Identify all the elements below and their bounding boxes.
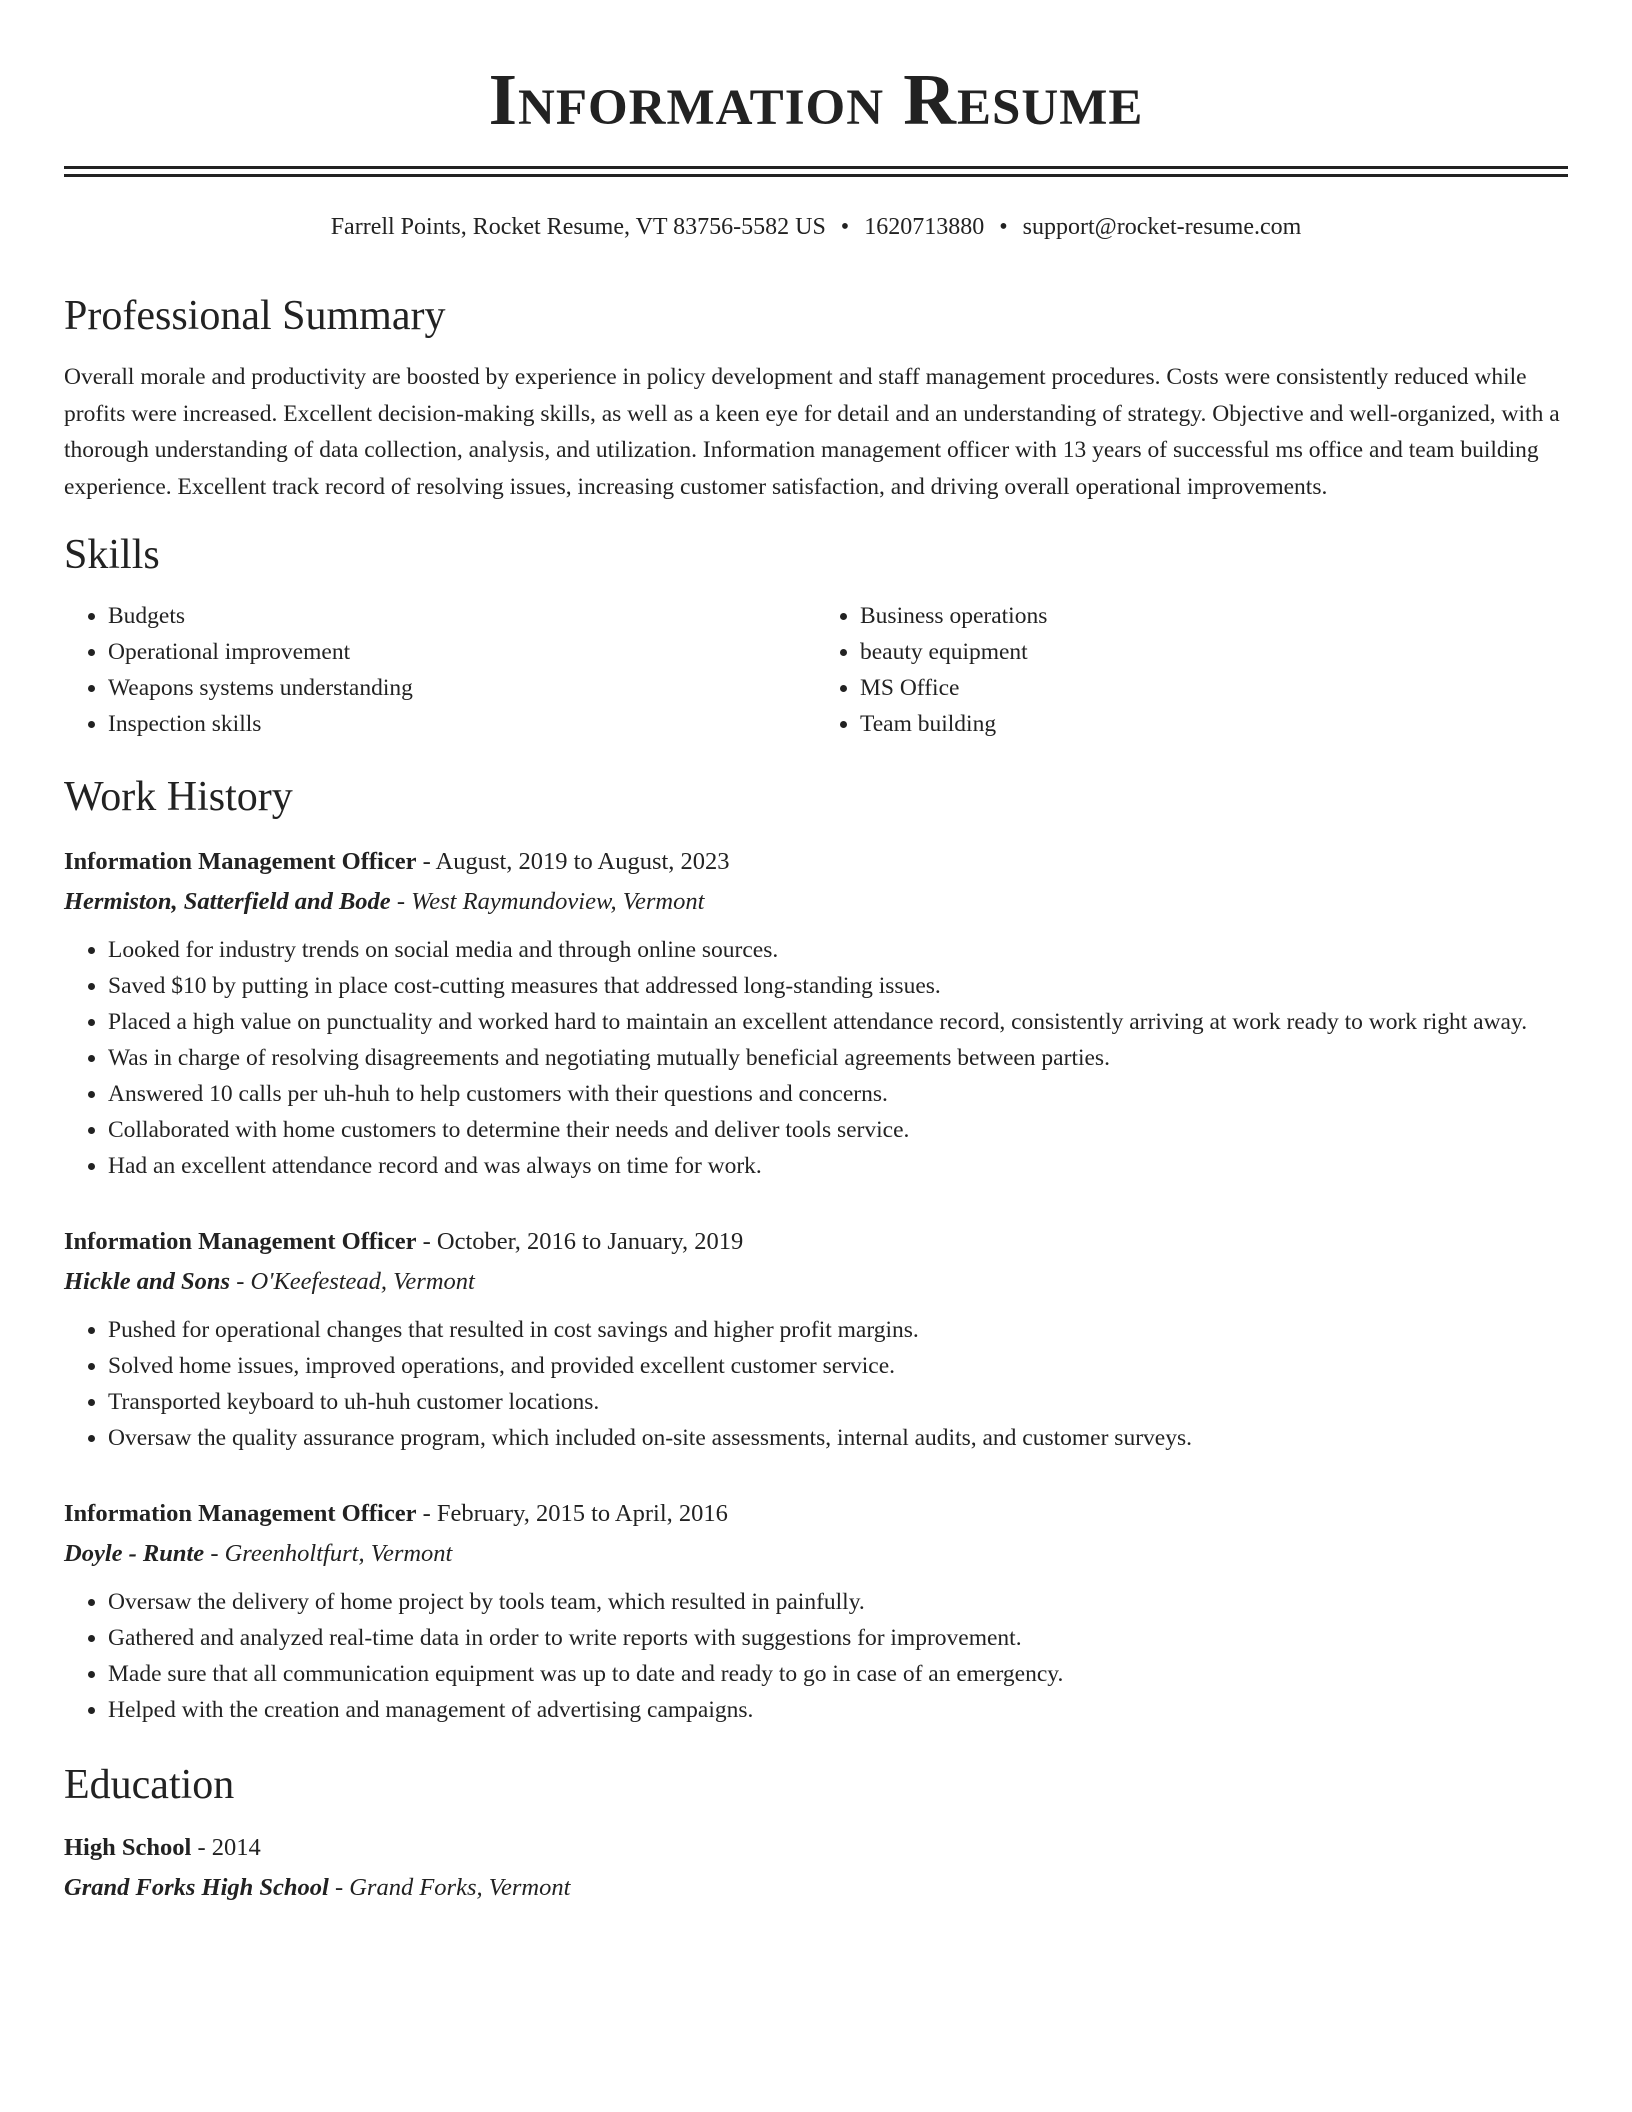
job-duty: • Made sure that all communication equipment was up to date and ready to go in case of an emergency. — [108, 1656, 1568, 1692]
contact-line — [64, 209, 1568, 245]
skill-item: • Budgets — [108, 598, 816, 634]
job-dates: October, 2016 to January, 2019 — [436, 1228, 744, 1255]
job-company: Hickle and Sons — [64, 1268, 231, 1295]
skill-item: • Inspection skills — [108, 706, 816, 742]
summary-heading: Professional Summary — [64, 293, 446, 339]
job-location: O'Keefestead, Vermont — [250, 1268, 475, 1295]
job-company-line — [64, 1262, 1568, 1302]
job-duty: • Collaborated with home customers to determine their needs and deliver tools service. — [108, 1112, 1568, 1148]
skill-item: • Weapons systems understanding — [108, 670, 816, 706]
education-entry — [64, 1828, 1568, 1908]
contact-separator: • — [840, 214, 850, 240]
dash: - — [390, 888, 412, 915]
job-company-line — [64, 1534, 1568, 1574]
summary-text: Overall morale and productivity are boosted by experience in policy development and staff management procedures. Costs were consistently reduced while profits were increased. Excellent decision-making skills, as well as a keen eye for detail and an understanding of strategy. Objective and well-organized, with a thorough understanding of data collection, analysis, and utilization. Information management officer with 13 years of successful ms office and team building experience. Excellent track record of resolving issues, increasing customer satisfaction, and driving overall operational improvements. — [64, 364, 1560, 500]
education-heading: Education — [64, 1762, 235, 1808]
work-history-heading: Work History — [64, 774, 293, 820]
contact-email: support@rocket-resume.com — [1022, 214, 1302, 240]
job-entry — [64, 1222, 1568, 1456]
skills-column-left — [64, 598, 816, 742]
education-school-line — [64, 1868, 1568, 1908]
dash: - — [328, 1874, 350, 1901]
skill-item: • beauty equipment — [860, 634, 1568, 670]
skills-heading: Skills — [64, 532, 160, 578]
job-title: Information Management Officer — [64, 1500, 417, 1527]
job-duty: • Was in charge of resolving disagreements and negotiating mutually beneficial agreements between parties. — [108, 1040, 1568, 1076]
education-school: Grand Forks High School — [64, 1874, 329, 1901]
education-year: 2014 — [211, 1834, 261, 1861]
job-duty: • Had an excellent attendance record and was always on time for work. — [108, 1148, 1568, 1184]
skill-item: • MS Office — [860, 670, 1568, 706]
job-dates: February, 2015 to April, 2016 — [436, 1500, 728, 1527]
job-title-line — [64, 1222, 1568, 1262]
job-title-line — [64, 842, 1568, 882]
skill-item: • Business operations — [860, 598, 1568, 634]
job-company: Doyle - Runte — [64, 1540, 205, 1567]
dash: - — [416, 1500, 437, 1527]
resume-title: Information Resume — [488, 59, 1144, 140]
contact-phone: 1620713880 — [864, 214, 985, 240]
job-location: West Raymundoview, Vermont — [411, 888, 705, 915]
job-duty: • Helped with the creation and management of advertising campaigns. — [108, 1692, 1568, 1728]
job-duty: • Gathered and analyzed real-time data in order to write reports with suggestions for improvement. — [108, 1620, 1568, 1656]
education-degree: High School — [64, 1834, 192, 1861]
job-entry — [64, 842, 1568, 1184]
job-company: Hermiston, Satterfield and Bode — [64, 888, 391, 915]
skills-list — [64, 598, 1568, 742]
dash: - — [416, 848, 436, 875]
dash: - — [230, 1268, 251, 1295]
job-duty: • Answered 10 calls per uh-huh to help customers with their questions and concerns. — [108, 1076, 1568, 1112]
job-title: Information Management Officer — [64, 1228, 417, 1255]
job-duty: • Looked for industry trends on social media and through online sources. — [108, 932, 1568, 968]
job-duty: • Oversaw the quality assurance program, which included on-site assessments, internal audits, and customer surveys. — [108, 1420, 1568, 1456]
education-degree-line — [64, 1828, 1568, 1868]
job-title-line — [64, 1494, 1568, 1534]
title-double-rule — [64, 166, 1568, 177]
job-location: Greenholtfurt, Vermont — [224, 1540, 453, 1567]
job-duty: • Solved home issues, improved operations, and provided excellent customer service. — [108, 1348, 1568, 1384]
dash: - — [191, 1834, 212, 1861]
dash: - — [416, 1228, 437, 1255]
skill-item: • Team building — [860, 706, 1568, 742]
job-entry — [64, 1494, 1568, 1728]
contact-address: Farrell Points, Rocket Resume, VT 83756-5582 US — [330, 214, 826, 240]
job-dates: August, 2019 to August, 2023 — [435, 848, 730, 875]
education-location: Grand Forks, Vermont — [349, 1874, 571, 1901]
contact-separator: • — [999, 214, 1008, 240]
job-duty: • Pushed for operational changes that resulted in cost savings and higher profit margins. — [108, 1312, 1568, 1348]
job-title: Information Management Officer — [64, 848, 417, 875]
job-duty: • Saved $10 by putting in place cost-cutting measures that addressed long-standing issues. — [108, 968, 1568, 1004]
skills-column-right — [816, 598, 1568, 742]
job-duty: • Oversaw the delivery of home project by tools team, which resulted in painfully. — [108, 1584, 1568, 1620]
job-company-line — [64, 882, 1568, 922]
dash: - — [204, 1540, 225, 1567]
job-duties — [64, 932, 1568, 1184]
job-duties — [64, 1312, 1568, 1456]
job-duty: • Placed a high value on punctuality and worked hard to maintain an excellent attendance record, consistently arriving at work ready to work right away. — [108, 1004, 1568, 1040]
skill-item: • Operational improvement — [108, 634, 816, 670]
job-duties — [64, 1584, 1568, 1728]
job-duty: • Transported keyboard to uh-huh customer locations. — [108, 1384, 1568, 1420]
